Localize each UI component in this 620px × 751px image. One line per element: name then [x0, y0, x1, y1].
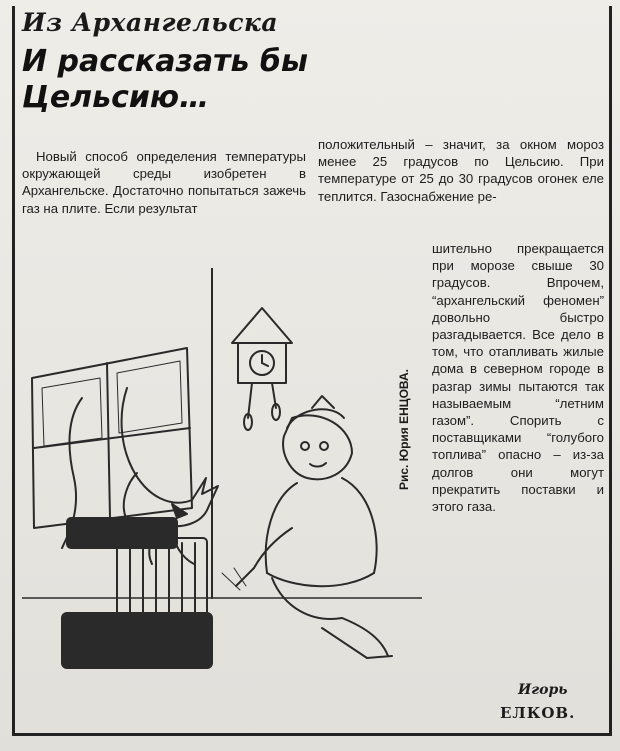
article-column-3: [432, 240, 604, 515]
cartoon-drawing: [22, 268, 422, 698]
article-column-2: [318, 136, 604, 205]
cuckoo-clock: [232, 308, 292, 430]
article-text-col2: положительный – значит, за окном мороз менее 25 градусов по Цельсию. При температуре от 25 до 30 градусов огонек еле теплится. Газоснабжение ре-: [318, 137, 604, 204]
article-text-col3: шительно прекращается при морозе свыше 30 градусов. Впрочем, “архангельский феномен” довольно быстро разгадывается. Все дело в том, что отапливать жилые дома в северном городе в разгар зимы пытаются так называемым “летним газом”. Спорить с поставщиками “голубого топлива” опасно – из-за долгов они могут прекратить поставки и этого газа.: [432, 241, 604, 515]
author-first-name: Игорь: [518, 682, 568, 698]
illustration-credit: Рис. Юрия ЕНЦОВА.: [397, 369, 411, 490]
radiator-heater: [62, 518, 212, 668]
article-headline: И рассказать бы Цельсию…: [22, 44, 308, 115]
article-kicker: Из Архангельска: [22, 8, 279, 37]
article-text-col1: Новый способ определения температуры окружающей среды изобретен в Архангельске. Достаточно попытаться зажечь газ на плите. Если результат: [22, 149, 306, 216]
man-figure: [222, 396, 392, 658]
cartoon-illustration: [22, 268, 422, 698]
author-last-name: ЕЛКОВ.: [500, 704, 576, 722]
article-column-1: [22, 148, 306, 217]
